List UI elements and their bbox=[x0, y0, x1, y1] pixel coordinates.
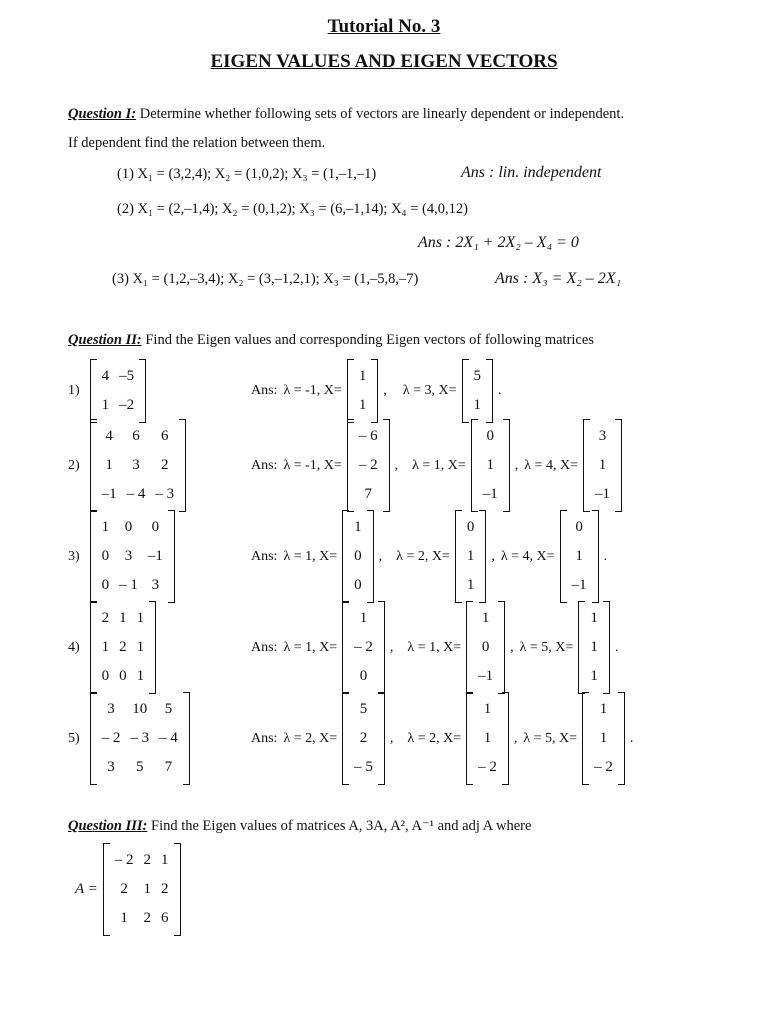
q1-part-1-answer: Ans : lin. independent bbox=[461, 164, 602, 181]
matrix-cell: 5 bbox=[164, 701, 173, 717]
matrix-a-label: A = bbox=[75, 881, 98, 897]
matrix-cell: 1 bbox=[136, 610, 145, 626]
vector-cell: 5 bbox=[473, 368, 482, 384]
matrix-cell: – 2 bbox=[114, 852, 134, 868]
matrix-cell: 1 bbox=[161, 852, 169, 868]
eigenvector bbox=[560, 510, 599, 603]
problem-label: 2) bbox=[68, 457, 80, 473]
matrix-cell: 6 bbox=[161, 910, 169, 926]
eigenvalue: λ = 2, X= bbox=[396, 548, 450, 564]
eigenvector bbox=[578, 601, 610, 694]
vector-cell: 1 bbox=[483, 701, 492, 717]
eigenvector bbox=[342, 692, 385, 785]
answer-5 bbox=[248, 692, 636, 785]
answer-prefix: Ans: bbox=[251, 383, 278, 398]
question-3-text: Find the Eigen values of matrices A, 3A, A², A⁻¹ and adj A where bbox=[147, 818, 532, 834]
matrix-cell: 1 bbox=[136, 639, 145, 655]
matrix-cell: 2 bbox=[120, 881, 128, 897]
matrix-cell: 6 bbox=[161, 428, 169, 444]
matrix-cell: 3 bbox=[107, 701, 115, 717]
eigenvalue: λ = -1, X= bbox=[283, 383, 342, 398]
matrix-cell: – 4 bbox=[126, 486, 146, 502]
separator: . bbox=[614, 639, 619, 655]
separator: , bbox=[383, 383, 387, 398]
eigenvector bbox=[583, 419, 622, 512]
separator: . bbox=[603, 548, 608, 564]
answer-1 bbox=[248, 359, 505, 423]
vector-cell: 1 bbox=[359, 610, 368, 626]
vector-cell: – 2 bbox=[594, 759, 613, 775]
matrix-cell: –1 bbox=[147, 548, 163, 564]
vector-cell: – 5 bbox=[354, 759, 373, 775]
matrix-cell: 2 bbox=[143, 852, 152, 868]
eigenvalue: λ = 5, X= bbox=[523, 730, 578, 746]
matrix-a bbox=[103, 843, 181, 936]
matrix-cell: 3 bbox=[107, 759, 115, 775]
q1-part-1: (1) X₁ = (3,2,4); X₂ = (1,0,2); X₃ = (1,–1,–1) bbox=[117, 166, 377, 182]
matrix-cell: 1 bbox=[120, 910, 128, 926]
vector-cell: – 6 bbox=[358, 428, 378, 444]
vector-cell: 0 bbox=[481, 639, 490, 655]
eigenvalue: λ = 5, X= bbox=[519, 639, 574, 655]
eigenvalue: λ = 2, X= bbox=[407, 730, 462, 746]
matrix-cell: 4 bbox=[101, 368, 110, 384]
eigenvalue: λ = 1, X= bbox=[407, 639, 462, 655]
vector-cell: 0 bbox=[486, 428, 495, 444]
separator: . bbox=[498, 383, 502, 398]
q1-part-2-answer: Ans : 2X₁ + 2X₂ – X₄ = 0 bbox=[418, 234, 579, 251]
separator: , bbox=[389, 730, 394, 746]
eigenvector bbox=[342, 601, 385, 694]
question-2-text: Find the Eigen values and corresponding Eigen vectors of following matrices bbox=[141, 332, 594, 348]
question-3-heading: Question III: bbox=[68, 818, 148, 834]
eigenvector bbox=[471, 419, 510, 512]
separator: , bbox=[510, 639, 514, 655]
problem-label: 4) bbox=[68, 639, 80, 655]
eigenvalue: λ = 1, X= bbox=[283, 548, 338, 564]
matrix-cell: – 4 bbox=[159, 730, 178, 746]
matrix bbox=[90, 601, 157, 694]
answer-prefix: Ans: bbox=[251, 730, 278, 746]
vector-cell: 1 bbox=[354, 519, 362, 535]
question-3-line bbox=[68, 818, 531, 835]
matrix-cell: 1 bbox=[143, 881, 152, 897]
document-title: EIGEN VALUES AND EIGEN VECTORS bbox=[210, 51, 558, 72]
matrix-cell: 3 bbox=[132, 457, 140, 473]
matrix-cell: 0 bbox=[151, 519, 160, 535]
matrix-cell: 6 bbox=[132, 428, 140, 444]
vector-cell: 2 bbox=[359, 730, 368, 746]
answer-3 bbox=[248, 510, 610, 603]
matrix-cell: 2 bbox=[101, 610, 110, 626]
problem-label: 1) bbox=[68, 383, 80, 398]
matrix bbox=[90, 692, 190, 785]
eigenvector bbox=[347, 419, 390, 512]
matrix-cell: – 3 bbox=[130, 730, 150, 746]
q1-part-3-answer: Ans : X₃ = X₂ – 2X₁ bbox=[495, 270, 622, 287]
answer-prefix: Ans: bbox=[251, 457, 278, 473]
matrix-a-definition bbox=[72, 843, 183, 936]
matrix-cell: 3 bbox=[124, 548, 133, 564]
matrix-cell: 3 bbox=[151, 577, 160, 593]
vector-cell: 0 bbox=[354, 577, 362, 593]
answer-prefix: Ans: bbox=[251, 639, 278, 655]
matrix-cell: 1 bbox=[101, 397, 110, 413]
eigenvalue: λ = 3, X= bbox=[402, 383, 457, 398]
matrix-cell: 0 bbox=[101, 548, 110, 564]
q1-part-3: (3) X₁ = (1,2,–3,4); X₂ = (3,–1,2,1); X₃ = (1,–5,8,–7) bbox=[112, 271, 419, 287]
vector-cell: 5 bbox=[359, 701, 368, 717]
question-1-text-2: If dependent find the relation between them. bbox=[68, 135, 326, 151]
problem-2 bbox=[68, 419, 188, 512]
vector-cell: 1 bbox=[486, 457, 495, 473]
q1-part-2: (2) X₁ = (2,–1,4); X₂ = (0,1,2); X₃ = (6,–1,14); X₄ = (4,0,12) bbox=[117, 201, 468, 217]
eigenvalue: λ = 1, X= bbox=[412, 457, 466, 473]
matrix-cell: 1 bbox=[101, 639, 110, 655]
problem-1 bbox=[68, 359, 148, 423]
matrix-cell: 0 bbox=[101, 577, 110, 593]
eigenvector bbox=[466, 601, 505, 694]
vector-cell: –1 bbox=[594, 486, 610, 502]
vector-cell: 1 bbox=[481, 610, 490, 626]
vector-cell: –1 bbox=[571, 577, 587, 593]
matrix-cell: – 1 bbox=[119, 577, 138, 593]
matrix-cell: 5 bbox=[136, 759, 144, 775]
vector-cell: 0 bbox=[359, 668, 368, 684]
eigenvector bbox=[342, 510, 374, 603]
vector-cell: 1 bbox=[473, 397, 482, 413]
eigenvalue: λ = 4, X= bbox=[500, 548, 555, 564]
answer-4 bbox=[248, 601, 621, 694]
vector-cell: 1 bbox=[598, 457, 607, 473]
matrix-cell: – 3 bbox=[155, 486, 175, 502]
eigenvalue: λ = 2, X= bbox=[283, 730, 338, 746]
matrix-cell: 1 bbox=[119, 610, 127, 626]
question-1-line1 bbox=[68, 106, 624, 123]
eigenvector bbox=[455, 510, 487, 603]
matrix-cell: 1 bbox=[101, 519, 110, 535]
separator: , bbox=[513, 730, 518, 746]
vector-cell: 0 bbox=[354, 548, 362, 564]
problem-5 bbox=[68, 692, 192, 785]
vector-cell: 1 bbox=[483, 730, 492, 746]
matrix-cell: 2 bbox=[143, 910, 152, 926]
matrix-cell: 4 bbox=[105, 428, 113, 444]
separator: . bbox=[629, 730, 634, 746]
matrix-cell: 0 bbox=[101, 668, 110, 684]
matrix-cell: –1 bbox=[101, 486, 117, 502]
separator: , bbox=[394, 457, 399, 473]
vector-cell: –1 bbox=[478, 668, 494, 684]
separator: , bbox=[389, 639, 394, 655]
vector-cell: 1 bbox=[358, 368, 367, 384]
vector-cell: 7 bbox=[364, 486, 372, 502]
question-2-line bbox=[68, 332, 594, 349]
vector-cell: – 2 bbox=[358, 457, 378, 473]
matrix bbox=[90, 359, 147, 423]
eigenvector bbox=[582, 692, 625, 785]
vector-cell: –1 bbox=[482, 486, 498, 502]
matrix-cell: 2 bbox=[119, 639, 127, 655]
problem-label: 3) bbox=[68, 548, 80, 564]
vector-cell: 1 bbox=[590, 639, 598, 655]
eigenvector bbox=[466, 692, 509, 785]
matrix-cell: –5 bbox=[119, 368, 135, 384]
vector-cell: 0 bbox=[466, 519, 475, 535]
separator: , bbox=[491, 548, 495, 564]
eigenvalue: λ = 4, X= bbox=[524, 457, 578, 473]
vector-cell: 0 bbox=[575, 519, 583, 535]
matrix bbox=[90, 510, 175, 603]
vector-cell: 1 bbox=[466, 577, 475, 593]
vector-cell: 1 bbox=[599, 730, 608, 746]
matrix-cell: 10 bbox=[132, 701, 148, 717]
matrix-cell: 2 bbox=[161, 881, 169, 897]
matrix-cell: 2 bbox=[161, 457, 169, 473]
eigenvector bbox=[462, 359, 494, 423]
problem-4 bbox=[68, 601, 158, 694]
eigenvalue: λ = 1, X= bbox=[283, 639, 338, 655]
matrix-cell: – 2 bbox=[101, 730, 121, 746]
vector-cell: 3 bbox=[598, 428, 607, 444]
vector-cell: – 2 bbox=[478, 759, 497, 775]
eigenvector bbox=[347, 359, 379, 423]
matrix-cell: 1 bbox=[136, 668, 145, 684]
separator: , bbox=[378, 548, 383, 564]
question-1-heading: Question I: bbox=[68, 106, 137, 122]
matrix-cell: 0 bbox=[124, 519, 133, 535]
question-2-heading: Question II: bbox=[68, 332, 142, 348]
vector-cell: 1 bbox=[590, 668, 598, 684]
problem-label: 5) bbox=[68, 730, 80, 746]
vector-cell: 1 bbox=[590, 610, 598, 626]
matrix-cell: 7 bbox=[164, 759, 173, 775]
vector-cell: 1 bbox=[575, 548, 583, 564]
vector-cell: 1 bbox=[599, 701, 608, 717]
answer-prefix: Ans: bbox=[251, 548, 278, 564]
matrix-cell: –2 bbox=[119, 397, 135, 413]
eigenvalue: λ = -1, X= bbox=[283, 457, 342, 473]
vector-cell: – 2 bbox=[354, 639, 373, 655]
matrix-cell: 1 bbox=[105, 457, 113, 473]
matrix bbox=[90, 419, 187, 512]
matrix-cell: 0 bbox=[119, 668, 127, 684]
answer-2 bbox=[248, 419, 630, 512]
tutorial-title: Tutorial No. 3 bbox=[327, 16, 441, 37]
vector-cell: 1 bbox=[466, 548, 475, 564]
vector-cell: 1 bbox=[358, 397, 367, 413]
problem-3 bbox=[68, 510, 177, 603]
separator: , bbox=[514, 457, 519, 473]
question-1-text: Determine whether following sets of vectors are linearly dependent or independent. bbox=[136, 106, 625, 122]
